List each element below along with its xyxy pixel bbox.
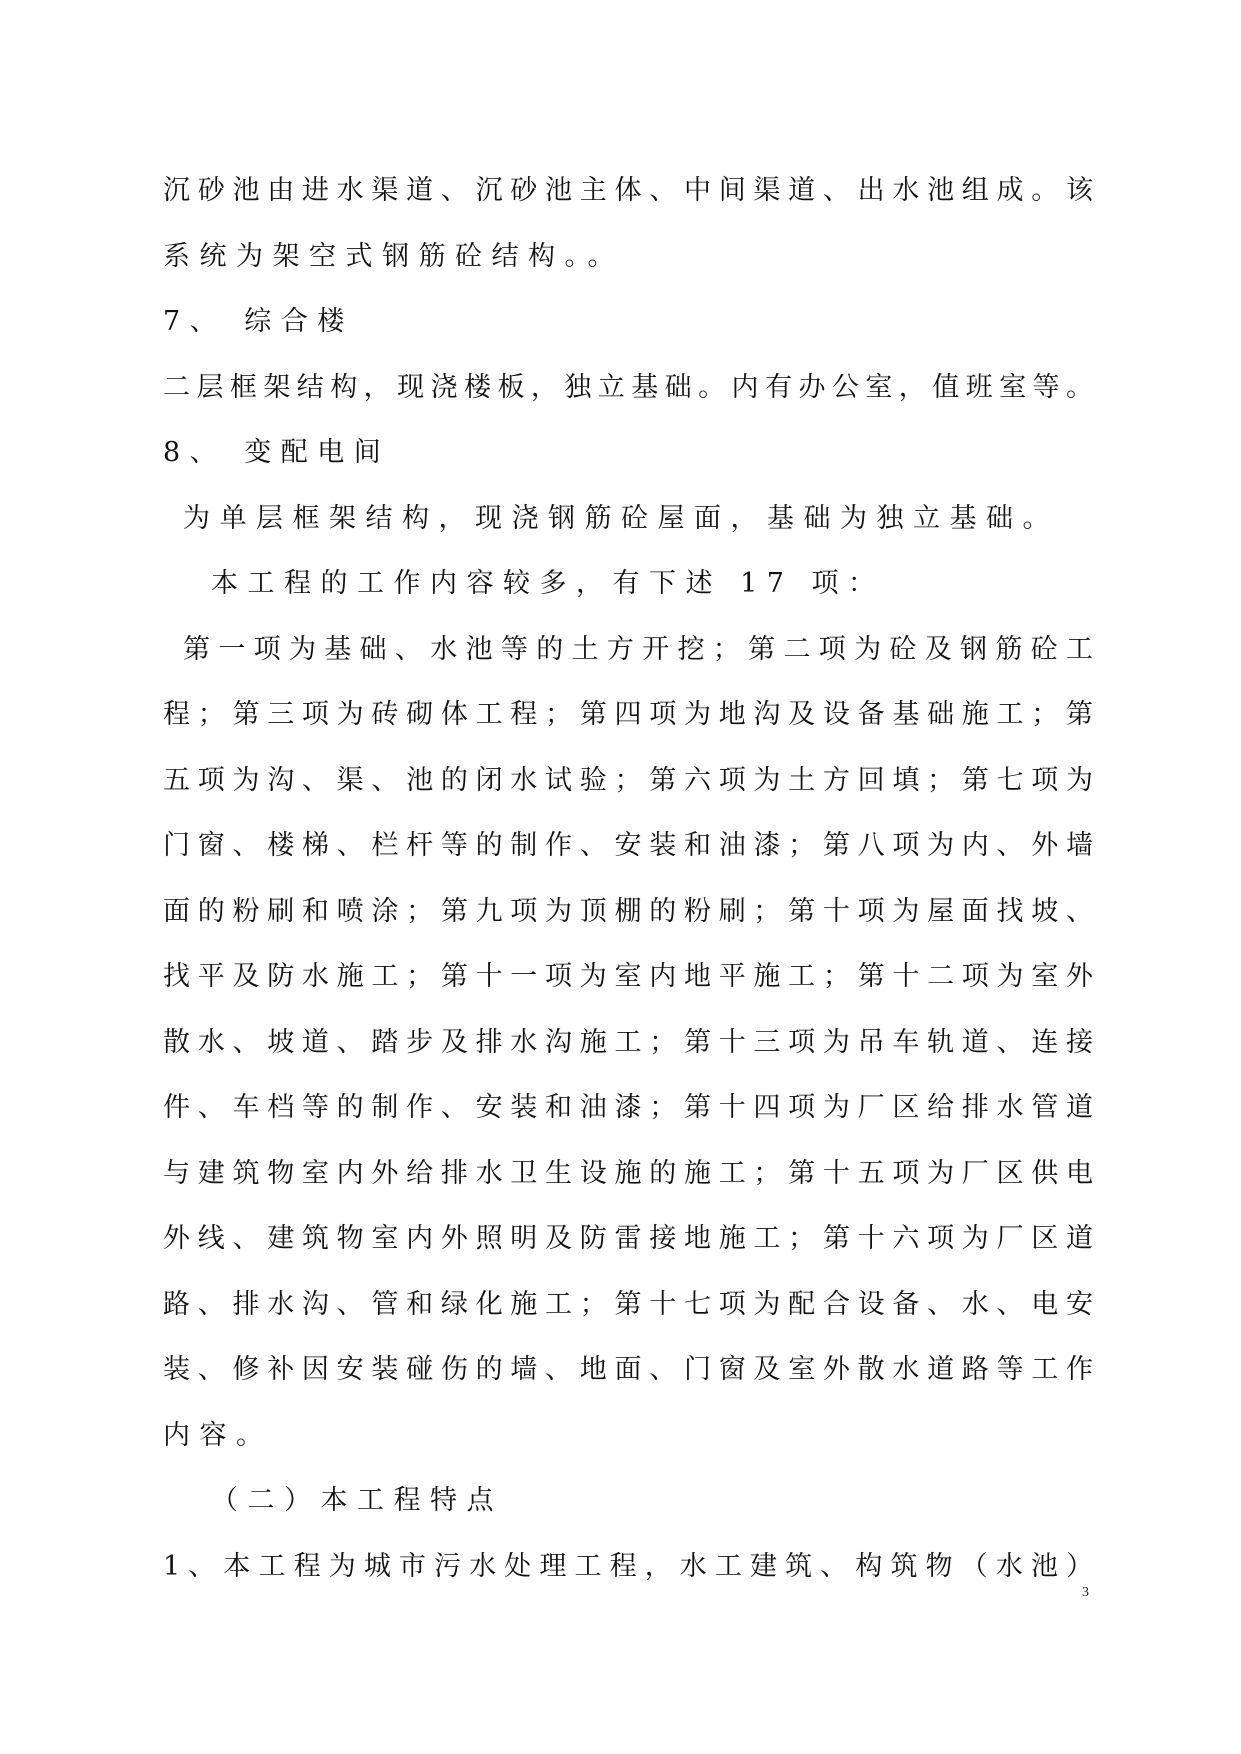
text-line: 为单层框架结构，现浇钢筋砼屋面，基础为独立基础。 (183, 502, 1059, 534)
text-line: 本工程的工作内容较多，有下述 17 项： (211, 568, 885, 599)
section-heading: 7、 综合楼 (163, 306, 354, 337)
text-line: 程；第三项为砖砌体工程；第四项为地沟及设备基础施工；第 (163, 699, 1093, 730)
text-line: 找平及防水施工；第十一项为室内地平施工；第十二项为室外 (163, 961, 1093, 992)
text-line: 装、修补因安装碰伤的墙、地面、门窗及室外散水道路等工作 (163, 1354, 1093, 1385)
document-body (163, 158, 1093, 1599)
text-line: 系统为架空式钢筋砼结构。。 (163, 240, 624, 272)
text-line: 沉砂池由进水渠道、沉砂池主体、中间渠道、出水池组成。该 (163, 175, 1093, 206)
text-line: 内容。 (163, 1419, 273, 1451)
text-line: 面的粉刷和喷涂；第九项为顶棚的粉刷；第十项为屋面找坡、 (163, 895, 1093, 927)
text-line: 二层框架结构，现浇楼板，独立基础。内有办公室，值班室等。 (163, 371, 1093, 403)
text-line: 路、排水沟、管和绿化施工；第十七项为配合设备、水、电安 (163, 1288, 1093, 1320)
text-line: 外线、建筑物室内外照明及防雷接地施工；第十六项为厂区道 (163, 1223, 1093, 1254)
page-number: 3 (1082, 1585, 1089, 1600)
section-heading: 8、 变配电间 (163, 437, 391, 468)
text-line: 五项为沟、渠、池的闭水试验；第六项为土方回填；第七项为 (163, 764, 1093, 796)
text-line: 与建筑物室内外给排水卫生设施的施工；第十五项为厂区供电 (163, 1157, 1093, 1189)
text-line: 1、本工程为城市污水处理工程，水工建筑、构筑物（水池） (163, 1550, 1093, 1582)
section-heading: （二）本工程特点 (211, 1485, 503, 1516)
text-line: 件、车档等的制作、安装和油漆；第十四项为厂区给排水管道 (163, 1092, 1093, 1123)
text-line: 散水、坡道、踏步及排水沟施工；第十三项为吊车轨道、连接 (163, 1026, 1093, 1058)
text-line: 第一项为基础、水池等的土方开挖；第二项为砼及钢筋砼工 (183, 633, 1093, 665)
text-line: 门窗、楼梯、栏杆等的制作、安装和油漆；第八项为内、外墙 (163, 830, 1093, 861)
